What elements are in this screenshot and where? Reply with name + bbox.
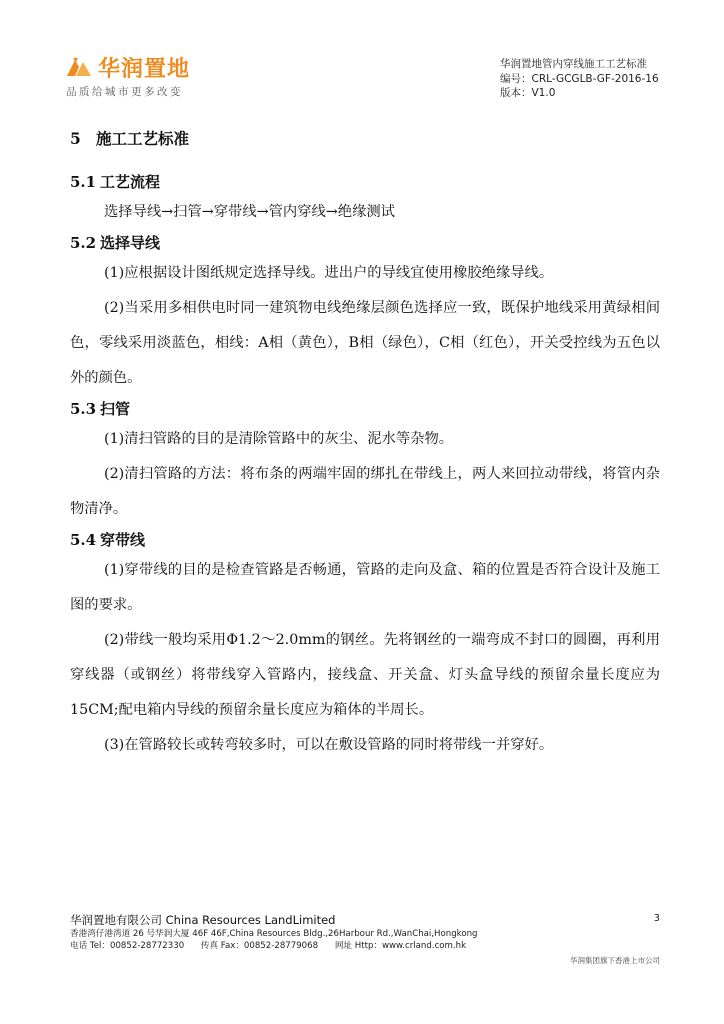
footer-group-note: 华润集团旗下香港上市公司 bbox=[570, 956, 660, 965]
paragraph: (2)当采用多相供电时同一建筑物电线绝缘层颜色选择应一致，既保护地线采用黄绿相间色，零线采用淡蓝色，相线：A相（黄色），B相（绿色），C相（红色），开关受控线为五色以外的颜色。 bbox=[70, 300, 660, 386]
paragraph: (2)清扫管路的方法：将布条的两端牢固的绑扎在带线上，两人来回拉动带线，将管内杂物清净。 bbox=[70, 466, 660, 517]
subsection-heading-5-1: 5.1 工艺流程 bbox=[70, 173, 161, 191]
brand-slogan: 品质给城市更多改变 bbox=[66, 86, 183, 98]
document-title: 华润置地管内穿线施工工艺标准 bbox=[500, 58, 647, 70]
footer-company: 华润置地有限公司 China Resources LandLimited bbox=[70, 913, 336, 927]
paragraph: (1)穿带线的目的是检查管路是否畅通，管路的走向及盒、箱的位置是否符合设计及施工图的要求。 bbox=[70, 562, 660, 613]
brand-mark-icon bbox=[66, 54, 92, 78]
paragraph: (2)带线一般均采用Φ1.2～2.0mm的钢丝。先将钢丝的一端弯成不封口的圆圈，再利用穿线器（或钢丝）将带线穿入管路内，接线盒、开关盒、灯头盒导线的预留余量长度应为15CM;配电箱内导线的预留余量长度应为箱体的半周长。 bbox=[70, 632, 660, 718]
company-logo bbox=[66, 52, 216, 98]
footer-tel: 电话 Tel：00852-28772330 bbox=[70, 941, 185, 951]
section-heading bbox=[70, 126, 660, 152]
section-number: 5 bbox=[70, 129, 81, 148]
footer-fax: 传真 Fax：00852-28779068 bbox=[200, 941, 319, 951]
subsection-heading-5-3: 5.3 扫管 bbox=[70, 400, 131, 418]
document-meta bbox=[500, 57, 659, 101]
subsection-heading-5-4: 5.4 穿带线 bbox=[70, 531, 146, 549]
page-header bbox=[0, 0, 724, 110]
page-number: 3 bbox=[653, 913, 660, 924]
footer-web-link[interactable]: 网址 Http：www.crland.com.hk bbox=[334, 941, 467, 951]
paragraph: (3)在管路较长或转弯较多时，可以在敷设管路的同时将带线一并穿好。 bbox=[104, 737, 554, 753]
subsection-heading-5-2: 5.2 选择导线 bbox=[70, 234, 161, 252]
brand-name: 华润置地 bbox=[98, 57, 191, 82]
paragraph: (1)应根据设计图纸规定选择导线。进出户的导线宜使用橡胶绝缘导线。 bbox=[104, 265, 554, 281]
paragraph: (1)清扫管路的目的是清除管路中的灰尘、泥水等杂物。 bbox=[104, 431, 454, 447]
page-footer bbox=[70, 913, 670, 965]
footer-address: 香港湾仔港湾道 26 号华润大厦 46F 46F,China Resources Bldg.,26Harbour Rd.,WanChai,Hongkong bbox=[70, 929, 478, 939]
document-number: 编号：CRL-GCGLB-GF-2016-16 bbox=[500, 72, 659, 85]
footer-contact bbox=[70, 940, 670, 952]
document-version: 版本：V1.0 bbox=[500, 87, 556, 99]
process-flow-text: 选择导线→扫管→穿带线→管内穿线→绝缘测试 bbox=[104, 204, 395, 220]
section-title: 施工工艺标准 bbox=[96, 129, 190, 148]
document-body bbox=[70, 126, 660, 763]
